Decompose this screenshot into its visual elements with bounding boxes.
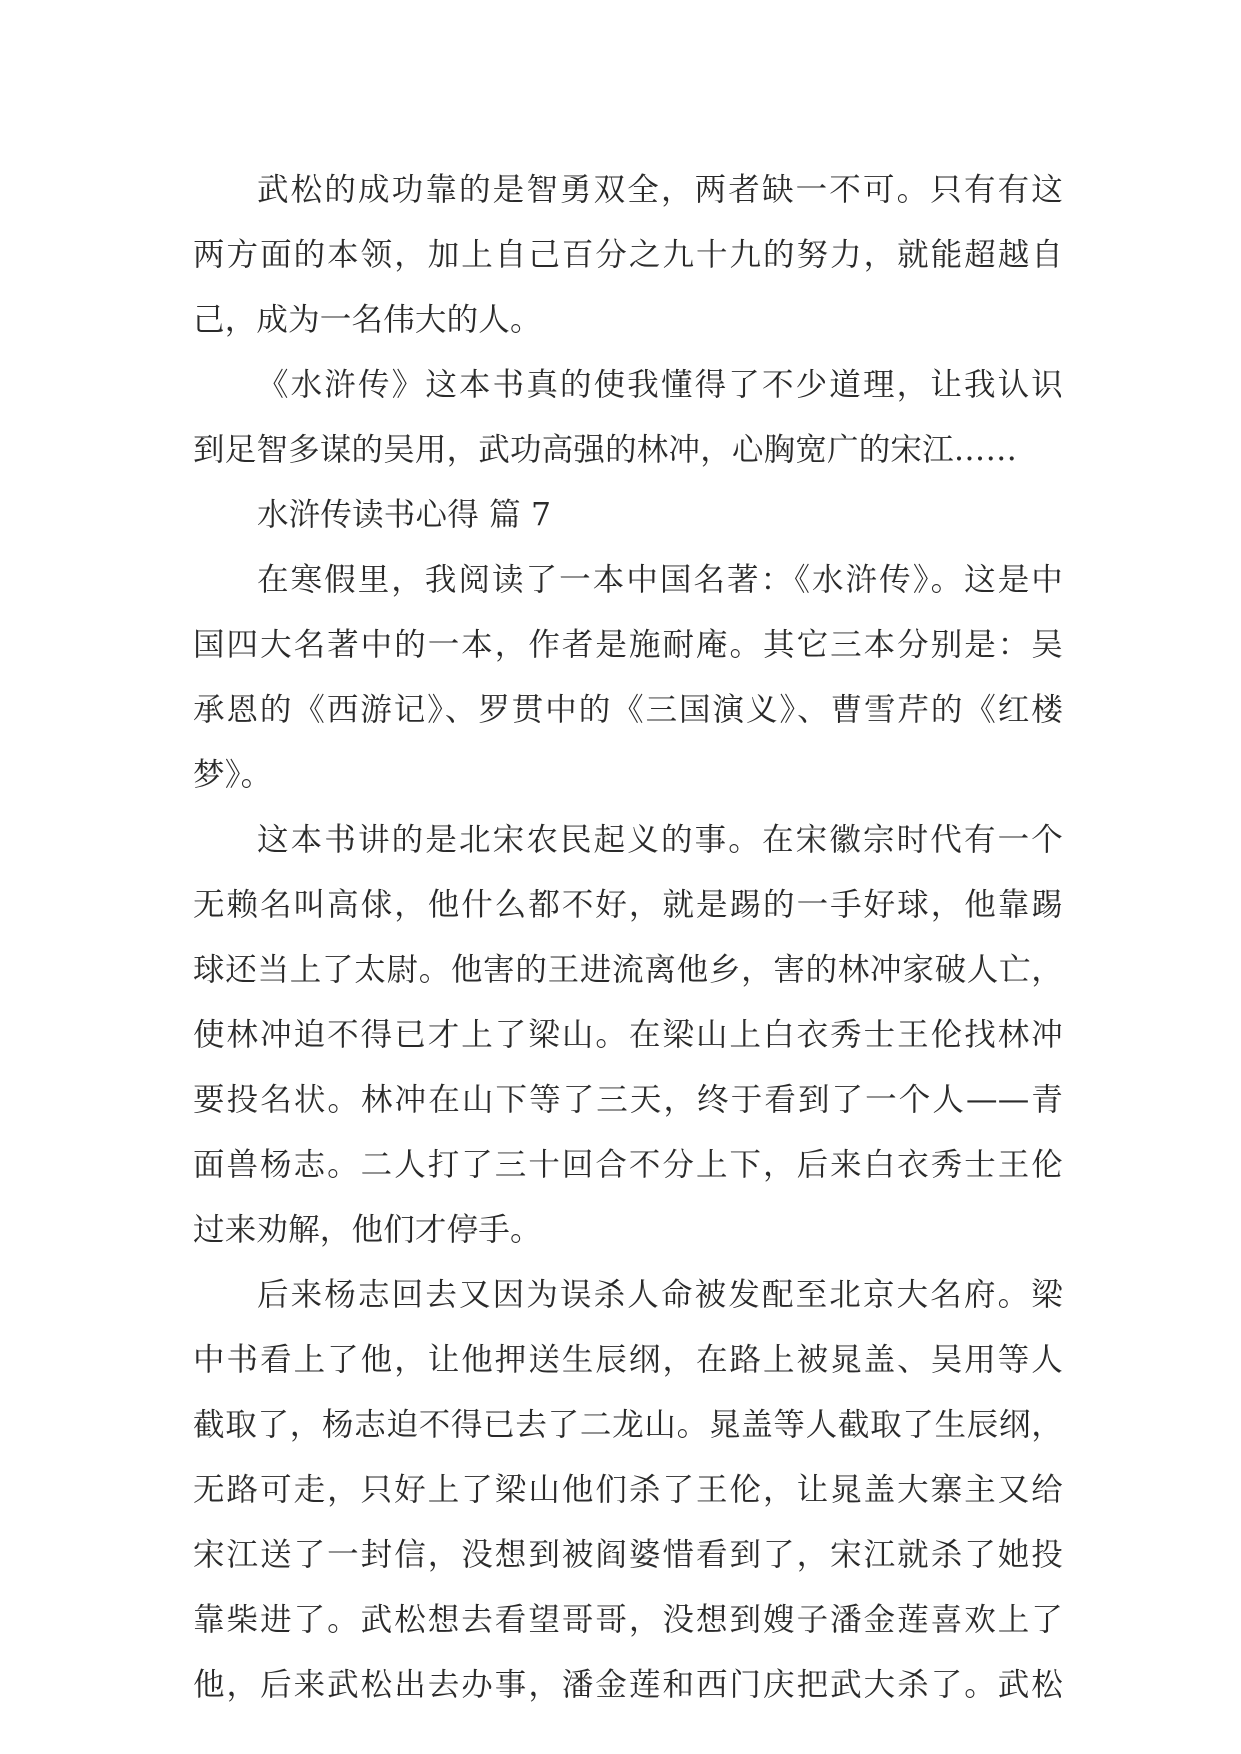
section-heading xyxy=(193,483,1063,548)
text-line: 两方面的本领，加上自己百分之九十九的努力，就能超越自 xyxy=(193,237,1063,273)
body-paragraph xyxy=(193,353,1063,483)
document-page xyxy=(193,158,1063,1718)
body-paragraph xyxy=(193,158,1063,353)
text-line: 面兽杨志。二人打了三十回合不分上下，后来白衣秀士王伦 xyxy=(193,1147,1063,1183)
text-line: 国四大名著中的一本，作者是施耐庵。其它三本分别是：吴 xyxy=(193,627,1063,663)
text-line: 梦》。 xyxy=(193,757,273,793)
text-line: 过来劝解，他们才停手。 xyxy=(193,1212,542,1248)
text-line: 到足智多谋的吴用，武功高强的林冲，心胸宽广的宋江…… xyxy=(193,432,1018,468)
text-line: 水浒传读书心得 篇 7 xyxy=(257,497,552,533)
text-line: 武松的成功靠的是智勇双全，两者缺一不可。只有有这 xyxy=(257,172,1063,208)
text-line: 后来杨志回去又因为误杀人命被发配至北京大名府。梁 xyxy=(257,1277,1063,1313)
text-line: 中书看上了他，让他押送生辰纲，在路上被晁盖、吴用等人 xyxy=(193,1342,1063,1378)
text-line: 无路可走，只好上了梁山他们杀了王伦，让晁盖大寨主又给 xyxy=(193,1472,1063,1508)
text-line: 要投名状。林冲在山下等了三天，终于看到了一个人——青 xyxy=(193,1082,1063,1118)
text-line: 承恩的《西游记》、罗贯中的《三国演义》、曹雪芹的《红楼 xyxy=(193,692,1063,728)
text-line: 在寒假里，我阅读了一本中国名著：《水浒传》。这是中 xyxy=(257,562,1063,598)
body-paragraph xyxy=(193,548,1063,808)
text-line: 使林冲迫不得已才上了梁山。在梁山上白衣秀士王伦找林冲 xyxy=(193,1017,1063,1053)
text-line: 靠柴进了。武松想去看望哥哥，没想到嫂子潘金莲喜欢上了 xyxy=(193,1602,1063,1638)
body-paragraph xyxy=(193,808,1063,1263)
text-line: 球还当上了太尉。他害的王进流离他乡，害的林冲家破人亡， xyxy=(193,952,1063,988)
text-line: 宋江送了一封信，没想到被阎婆惜看到了，宋江就杀了她投 xyxy=(193,1537,1063,1573)
body-paragraph xyxy=(193,1263,1063,1718)
text-line: 他，后来武松出去办事，潘金莲和西门庆把武大杀了。武松 xyxy=(193,1667,1063,1703)
text-line: 截取了，杨志迫不得已去了二龙山。晁盖等人截取了生辰纲， xyxy=(193,1407,1063,1443)
text-line: 无赖名叫高俅，他什么都不好，就是踢的一手好球，他靠踢 xyxy=(193,887,1063,923)
text-line: 《水浒传》这本书真的使我懂得了不少道理，让我认识 xyxy=(257,367,1063,403)
text-line: 己，成为一名伟大的人。 xyxy=(193,302,542,338)
text-line: 这本书讲的是北宋农民起义的事。在宋徽宗时代有一个 xyxy=(257,822,1063,858)
